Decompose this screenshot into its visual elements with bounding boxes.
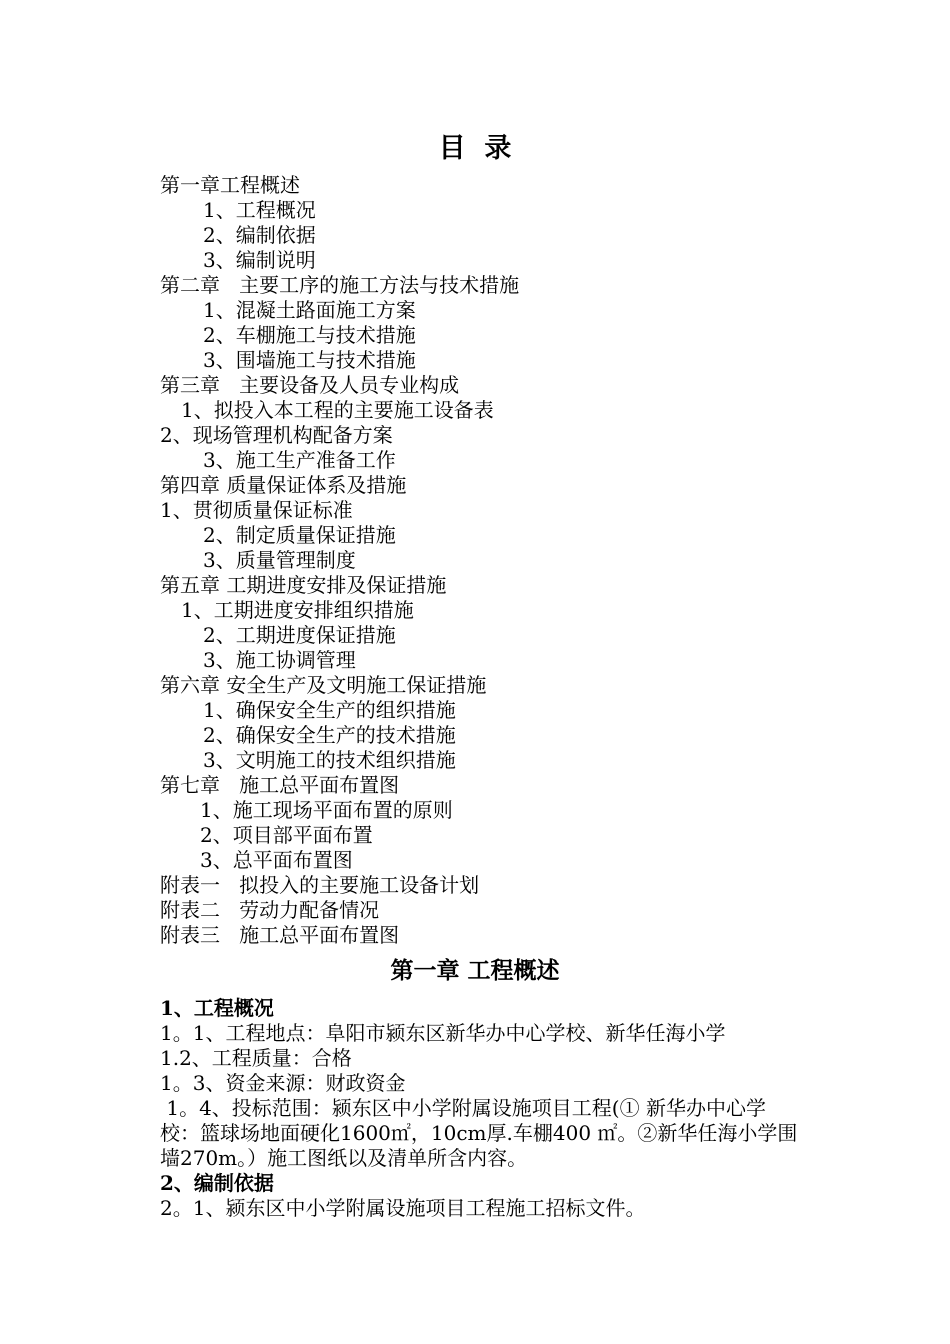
toc-item: 1、工期进度安排组织措施 <box>181 598 414 622</box>
paragraph-line: 1.2、工程质量：合格 <box>160 1046 352 1070</box>
toc-item: 3、文明施工的技术组织措施 <box>203 748 456 772</box>
toc-item: 2、编制依据 <box>203 223 316 247</box>
toc-item: 3、编制说明 <box>203 248 316 272</box>
toc-item: 1、工程概况 <box>203 198 316 222</box>
paragraph-line: 墙270m。）施工图纸以及清单所含内容。 <box>160 1146 528 1170</box>
toc-item: 1、贯彻质量保证标准 <box>160 498 353 522</box>
toc-chapter-6: 第六章 安全生产及文明施工保证措施 <box>160 673 487 697</box>
toc-item: 2、制定质量保证措施 <box>203 523 396 547</box>
chapter-1-title: 第一章 工程概述 <box>390 957 560 984</box>
toc-appendix-2: 附表二 劳动力配备情况 <box>160 898 380 922</box>
toc-chapter-3: 第三章 主要设备及人员专业构成 <box>160 373 460 397</box>
toc-chapter-1: 第一章工程概述 <box>160 173 300 197</box>
paragraph-line: 1。3、资金来源：财政资金 <box>160 1071 406 1095</box>
toc-appendix-3: 附表三 施工总平面布置图 <box>160 923 400 947</box>
toc-item: 1、拟投入本工程的主要施工设备表 <box>181 398 494 422</box>
toc-item: 1、混凝土路面施工方案 <box>203 298 416 322</box>
toc-item: 2、项目部平面布置 <box>200 823 373 847</box>
paragraph-line: 1。4、投标范围：颍东区中小学附属设施项目工程(① 新华办中心学 <box>160 1096 766 1120</box>
paragraph-line: 校：篮球场地面硬化1600㎡，10cm厚.车棚400 ㎡。②新华任海小学围 <box>160 1121 798 1145</box>
toc-item: 3、施工生产准备工作 <box>203 448 396 472</box>
paragraph-line: 2。1、颍东区中小学附属设施项目工程施工招标文件。 <box>160 1196 646 1220</box>
toc-item: 2、工期进度保证措施 <box>203 623 396 647</box>
toc-item: 1、施工现场平面布置的原则 <box>200 798 453 822</box>
toc-item: 2、确保安全生产的技术措施 <box>203 723 456 747</box>
toc-chapter-5: 第五章 工期进度安排及保证措施 <box>160 573 447 597</box>
toc-item: 2、现场管理机构配备方案 <box>160 423 393 447</box>
toc-chapter-7: 第七章 施工总平面布置图 <box>160 773 400 797</box>
toc-appendix-1: 附表一 拟投入的主要施工设备计划 <box>160 873 480 897</box>
toc-item: 1、确保安全生产的组织措施 <box>203 698 456 722</box>
toc-item: 3、围墙施工与技术措施 <box>203 348 416 372</box>
section-heading: 2、编制依据 <box>160 1171 274 1195</box>
toc-chapter-2: 第二章 主要工序的施工方法与技术措施 <box>160 273 520 297</box>
toc-item: 3、质量管理制度 <box>203 548 356 572</box>
toc-item: 2、车棚施工与技术措施 <box>203 323 416 347</box>
toc-title: 目 录 <box>438 133 512 164</box>
toc-chapter-4: 第四章 质量保证体系及措施 <box>160 473 407 497</box>
toc-item: 3、施工协调管理 <box>203 648 356 672</box>
paragraph-line: 1。1、工程地点：阜阳市颍东区新华办中心学校、新华任海小学 <box>160 1021 726 1045</box>
toc-item: 3、总平面布置图 <box>200 848 353 872</box>
section-heading: 1、工程概况 <box>160 996 274 1020</box>
